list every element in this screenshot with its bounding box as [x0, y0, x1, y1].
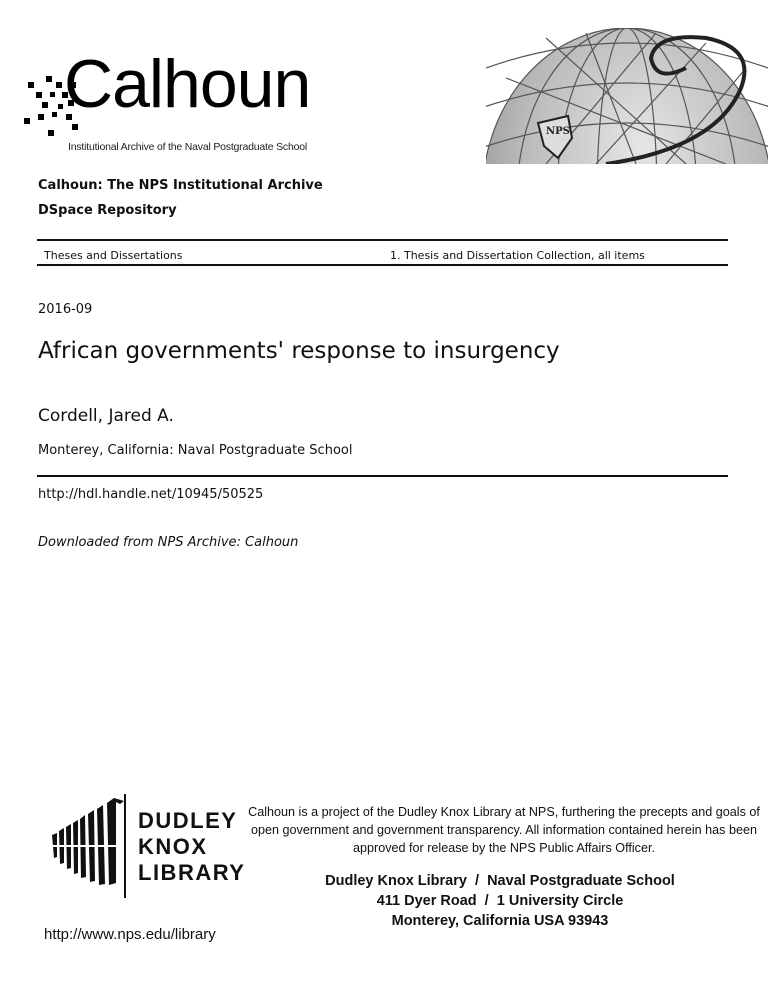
- archive-title: Calhoun: The NPS Institutional Archive: [38, 178, 323, 193]
- library-logo-line3: LIBRARY: [138, 860, 246, 885]
- address-line3: Monterey, California USA 93943: [391, 913, 609, 929]
- project-note: Calhoun is a project of the Dudley Knox Library at NPS, furthering the precepts and goals of open government and government transparency. All information contained herein has been approved for release by the NPS Public Affairs Officer.: [248, 805, 760, 855]
- record-date: 2016-09: [38, 302, 93, 317]
- svg-text:NPS: NPS: [546, 126, 570, 137]
- library-url-link[interactable]: http://www.nps.edu/library: [44, 926, 216, 943]
- library-address: [250, 871, 750, 931]
- calhoun-subtitle: Institutional Archive of the Naval Postgraduate School: [68, 141, 308, 153]
- repository-title: DSpace Repository: [38, 203, 177, 218]
- record-publisher: Monterey, California: Naval Postgraduate School: [38, 443, 353, 458]
- divider: [37, 475, 728, 477]
- record-author: Cordell, Jared A.: [38, 406, 174, 426]
- collection-name: 1. Thesis and Dissertation Collection, all items: [390, 249, 645, 262]
- address-line1: Dudley Knox Library / Naval Postgraduate School: [325, 873, 675, 889]
- divider: [37, 264, 728, 266]
- address-line2: 411 Dyer Road / 1 University Circle: [376, 893, 624, 909]
- logo-divider: [124, 794, 126, 898]
- downloaded-from-note: Downloaded from NPS Archive: Calhoun: [38, 535, 299, 550]
- organ-pipes-icon: [50, 795, 125, 887]
- calhoun-wordmark: Calhoun: [64, 46, 311, 122]
- library-logo-line2: KNOX: [138, 834, 208, 859]
- collection-community: Theses and Dissertations: [44, 249, 183, 262]
- divider: [37, 239, 728, 241]
- nps-globe-seal-icon: [486, 28, 768, 164]
- record-title: African governments' response to insurgency: [38, 338, 560, 364]
- handle-link[interactable]: http://hdl.handle.net/10945/50525: [38, 487, 264, 502]
- library-logo-line1: DUDLEY: [138, 808, 238, 833]
